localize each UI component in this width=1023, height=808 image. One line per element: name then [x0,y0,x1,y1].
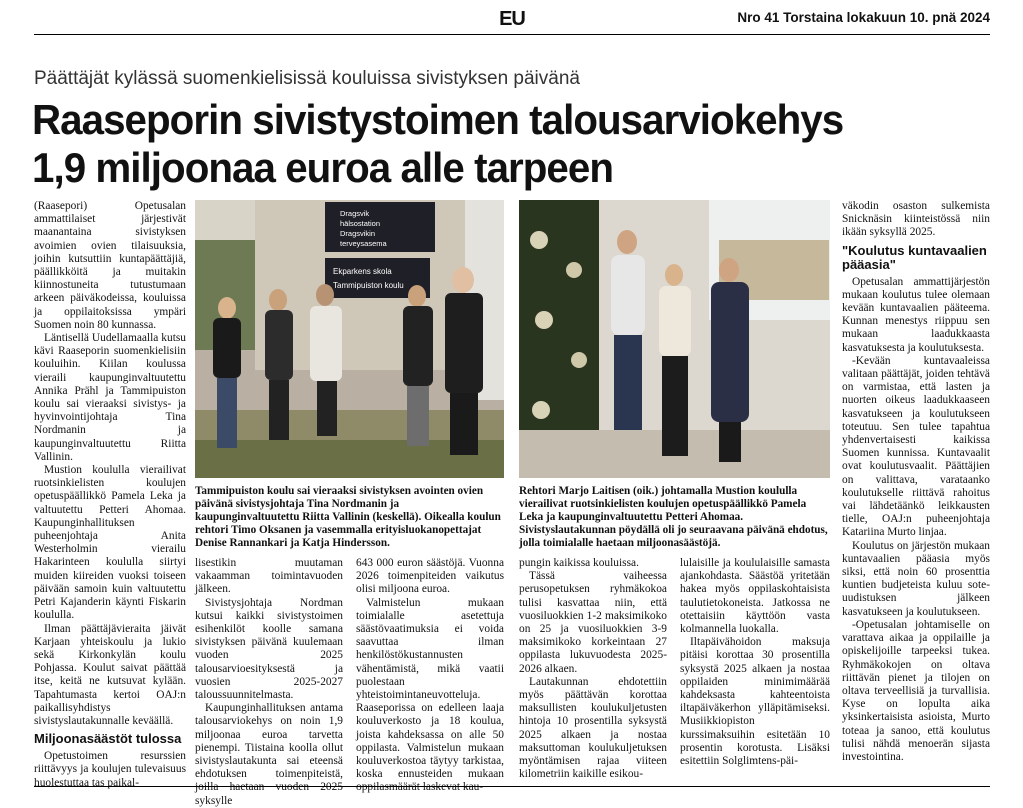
paragraph: 643 000 euron säästöjä. Vuonna 2026 toimenpiteiden vaikutus olisi miljoona euroa. [356,557,504,596]
masthead [34,6,990,36]
paragraph: -Opetusalan johtamiselle on varattava aikaa ja oppilaille ja opiskelijoille tarpeeksi tukea. Ryhmäkokojen on oltava riittävän pienet ja tilojen on oltava terveellisiä ja turvallisia. Kyse on lopulta aika yksinkertaisista asioista, Murto toteaa ja sanoo, että koulutus tulisi nähdä menoerän sijasta investointina. [842,618,990,763]
newspaper-logo: EU [34,6,990,32]
paragraph: Kaupunginhallituksen antama talousarviokehys on noin 1,9 miljoonaa euroa tarvetta pienempi. Tiistaina koolla ollut sivistyslautakunta sai eteensä ehdotuksen toimenpiteistä, joilla haetaan vuoden 2025 syksylle [195,702,343,807]
svg-text:Dragsvikin: Dragsvikin [340,229,376,238]
headline-line-1: Raaseporin sivistystoimen talousarviokehys [32,96,844,143]
paragraph: lisestikin muutaman vakaamman toimintavuoden jälkeen. [195,557,343,596]
paragraph: Valmistelun mukaan toimialalle asetettuja säästövaatimuksia ei voida saavuttaa ilman henkilöstökustannusten vähentämistä, mikä vaatii puolestaan yhteistoimintaneuvotteluja. Raaseporissa on edelleen laaja kouluverkosto ja 18 koulua, joista kahdeksassa on alle 50 oppilasta. Valmistelun mukaan kouluverkostoa täytyy tarkistaa, koska ennusteiden mukaan oppilasmäärät laskevat kau- [356,596,504,794]
paragraph: Sivistysjohtaja Nordman kutsui kaikki sivistystoimen esihenkilöt koolle samana sivistyksen päivänä kuulemaan vuoden 2025 talousarvioesityksestä ja vuosien 2025-2027 taloussuunnitelmasta. [195,596,343,702]
svg-text:Ekparkens skola: Ekparkens skola [333,267,392,276]
paragraph: pungin kaikissa kouluissa. [519,557,639,569]
headline [32,96,896,192]
article-column-3 [356,557,504,794]
article-column-1 [34,200,186,789]
photo-caption-left: Tammipuiston koulu sai vieraaksi sivistyksen avointen ovien päivänä sivistysjohtaja Tina Nordmanin ja kaupunginvaltuutettu Riitta Vallinin (keskellä). Oikealla koulun rehtori Timo Oksanen ja vasemmalla erityisluokanopettajat Denise Rannankari ja Katja Hindersson. [195,485,501,549]
article-column-2 [195,557,343,807]
photo-tammipuisto [195,200,504,478]
paragraph: -Kevään kuntavaaleissa valitaan päättäjät, joiden tehtävä on varmistaa, että lasten ja nuorten oikeus laadukkaaseen kasvatukseen ja koulutukseen toteutuu. Sen tulee tapahtua yhdenvertaisesti kaikissa Suomen kunnissa. Kuntavaalit ovat koulutusvaalit. Päättäjien on valittava, varataanko koulutukselle riittävä rahoitus vai lähdetäänkö leikkausten tielle, OAJ:n puheenjohtaja Katariina Murto linjaa. [842,354,990,539]
svg-text:hälsostation: hälsostation [340,219,381,228]
paragraph: Ilman päättäjävieraita jäivät Karjaan yhteiskoulu ja lukio sekä Kirkonkylän koulu Pohjassa. Koulut saivat päättää itse, keitä ne kutsuvat kylään. Tapahtumasta kertoi OAJ:n paikallisyhdistys sivistyslautakunnalle keväällä. [34,622,186,727]
paragraph: Iltapäivähoidon maksuja pitäisi korottaa 30 prosentilla syksystä 2025 alkaen ja nostaa oppilaiden minimimäärää kahdeksasta kahteentoista iltapäiväkerhon ylläpitämiseksi. Musiikkiopiston kurssimaksuihin esitetään 10 prosentin korotusta. Lisäksi esitettiin Solglimtens-päi- [680,636,830,768]
svg-text:Tammipuiston koulu: Tammipuiston koulu [333,281,404,290]
paragraph: lulaisille ja koululaisille samasta ajankohdasta. Säästöä yritetään hakea myös oppilaskohtaisista taulutietokoneista. Jatkossa ne otettaisiin käyttöön vasta kolmannella luokalla. [680,557,830,636]
paragraph: Opetusalan ammattijärjestön mukaan koulutus tulee olemaan kevään kuntavaalien pääteema. Kunnan menestys riippuu sen mukaan laadukkaasta kasvatuksesta ja koulutuksesta. [842,275,990,354]
paragraph: väkodin osaston sulkemista Snicknäsin kiinteistössä niin ikään syksyllä 2025. [842,200,990,239]
photo-caption-right: Rehtori Marjo Laitisen (oik.) johtamalla Mustion koululla vierailivat ruotsinkielisten koulujen opetuspäällikkö Pamela Leka ja kaupunginvaltuutettu Petteri Ahomaa. Sivistyslautakunnan pöydällä oli jo seuraavana päivänä ehdotus, jolla toimialalle haetaan miljoonasäästöjä. [519,485,828,549]
bottom-rule [34,786,990,787]
paragraph: Lautakunnan ehdotettiin myös päättävän korottaa maksullisten koulukuljetusten hintoja 10 prosentilla syksystä 2025 alkaen ja nostaa maksuttoman koulukuljetuksen myöntämisen rajaa viiteen kilometriin kaikille esikou- [519,675,667,781]
paragraph: Koulutus on järjestön mukaan kuntavaalien pääasia myös siksi, että noin 60 prosenttia kuntien budjeteista kuluu sote-uudistuksen jälkeen kasvatukseen ja koulutukseen. [842,539,990,618]
subheading: "Koulutus kuntavaalien pääasia" [842,242,987,272]
paragraph: Opetustoimen resurssien riittävyys ja koulujen tulevaisuus huolestuttaa tas paikal- [34,750,186,789]
headline-line-2: 1,9 miljoonaa euroa alle tarpeen [32,144,614,191]
paragraph: (Raasepori) Opetusalan ammattilaiset järjestivät maanantaina sivistyksen avoimien ovien tilaisuuksia, joihin kutsuttiin kuntapäättäjiä, päällikköitä ja muitakin kiinnostuneita tutustumaan arkeen päiväkodeissa, kouluissa ja oppilaitoksissa ympäri Suomen noin 80 kunnassa. [34,200,186,331]
svg-text:Dragsvik: Dragsvik [340,209,370,218]
photo-mustio [519,200,830,478]
masthead-rule [34,34,990,35]
paragraph: Läntisellä Uudellamaalla kutsu kävi Raaseporin suomenkielisiin kouluihin. Kiilan koulussa vieraili kaupunginvaltuutettu Annika Prähl ja Tammipuiston koulu sai vieraaksi sivistys- ja hyvinvointijohtaja Tina Nordmanin ja kaupunginvaltuutettu Riitta Vallinin. [34,332,186,463]
article-column-4 [519,557,667,786]
svg-text:terveysasema: terveysasema [340,239,387,248]
kicker: Päättäjät kylässä suomenkielisissä kouluissa sivistyksen päivänä [34,68,580,89]
article-column-6 [842,200,990,786]
subheading: Miljoonasäästöt tulossa [34,731,182,747]
article-column-5 [680,557,830,786]
paragraph: Tässä vaiheessa perusopetuksen ryhmäkokoa tulisi kasvattaa niin, että vuosiluokkien 1-2 maksimikoko on 25 ja vuosiluokkien 3-9 maksimikoko korkeintaan 27 oppilasta lukuvuodesta 2025-2026 alkaen. [519,570,667,675]
paragraph: Mustion koululla vierailivat ruotsinkielisten koulujen opetuspäällikkö Pamela Leka ja valtuutettu Petteri Ahomaa. Kaupunginhallituksen puheenjohtaja Anita Westerholmin vierailu Hakarinteen koululla siirtyi muiden kiireiden vuoksi toiseen päivään samoin kuin valtuutettu Petri Kajanderin käynti Fiskarin koululla. [34,464,186,622]
issue-line: Nro 41 Torstaina lokakuun 10. pnä 2024 [729,10,990,25]
